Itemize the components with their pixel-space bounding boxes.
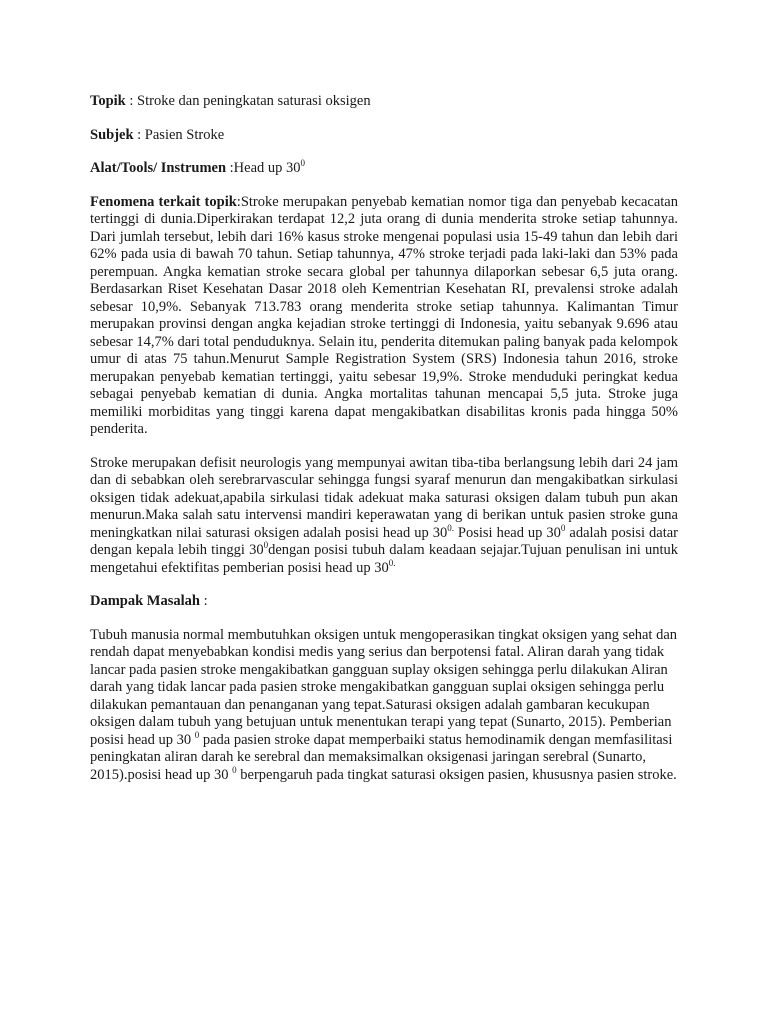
definition-degree-4: 0.	[388, 557, 396, 568]
subjek-value: : Pasien Stroke	[133, 126, 225, 143]
topik-value: : Stroke dan peningkatan saturasi oksigen	[125, 93, 371, 109]
definition-text-2: Posisi head up 30	[453, 524, 561, 541]
dampak-label: Dampak Masalah	[90, 593, 200, 609]
document-page	[90, 93, 678, 800]
dampak-colon: :	[199, 593, 208, 609]
alat-label: Alat/Tools/ Instrumen	[90, 160, 227, 176]
dampak-degree-2: 0	[232, 764, 237, 775]
definition-text-3: adalah posisi datar dengan kepala lebih tinggi 30	[90, 524, 678, 558]
fenomena-label: Fenomena terkait topik	[90, 193, 237, 210]
dampak-heading	[90, 593, 678, 611]
definition-degree-3: 0	[263, 540, 269, 551]
alat-degree: 0	[300, 158, 306, 169]
dampak-text-1: Tubuh manusia normal membutuhkan oksigen untuk mengoperasikan tingkat oksigen yang sehat dan rendah dapat menyebabkan kondisi medis yang serius dan berpotensi fatal. Aliran darah yang tidak lancar pada pasien stroke mengakibatkan gangguan suplay oksigen sehingga perlu dilakukan Aliran darah yang tidak lancar pada pasien stroke mengakibatkan gangguan suplai oksigen sehingga perlu dilakukan pemantauan dan penanganan yang tepat.Saturasi oksigen adalah gambaran kecukupan oksigen dalam tubuh yang betujuan untuk menentukan terapi yang tepat (Sunarto, 2015). Pemberian posisi head up 30	[90, 626, 678, 748]
definition-text-4: dengan posisi tubuh dalam keadaan sejajar.Tujuan penulisan ini untuk mengetahui efektifitas pemberian posisi head up 30	[90, 542, 678, 576]
fenomena-paragraph	[90, 194, 678, 439]
alat-line	[90, 160, 678, 178]
subjek-line	[90, 127, 678, 145]
dampak-paragraph	[90, 627, 678, 785]
fenomena-text: :Stroke merupakan penyebab kematian nomor tiga dan penyebab kecacatan tertinggi di dunia.Diperkirakan terdapat 12,2 juta orang di dunia menderita stroke setiap tahunnya. Dari jumlah tersebut, lebih dari 16% kasus stroke mengenai populasi usia 15-49 tahun dan lebih dari 62% pada usia di bawah 70 tahun. Setiap tahunnya, 47% stroke terjadi pada laki-laki dan 53% pada perempuan. Angka kematian stroke secara global per tahunnya dilaporkan sebesar 6,5 juta orang. Berdasarkan Riset Kesehatan Dasar 2018 oleh Kementrian Kesehatan RI, prevalensi stroke adalah sebesar 10,9%. Sebanyak 713.783 orang menderita stroke setiap tahunnya. Kalimantan Timur merupakan provinsi dengan angka kejadian stroke tertinggi di Indonesia, yaitu sebanyak 9.696 atau sebesar 14,7% dari total penduduknya. Selain itu, penderita ditemukan paling banyak pada kelompok umur di atas 75 tahun.Menurut Sample Registration System (SRS) Indonesia tahun 2016, stroke merupakan penyebab kematian tertinggi, yaitu sebesar 19,9%. Stroke menduduki peringkat kedua sebagai penyebab kematian di dunia. Angka mortalitas tahunan mencapai 5,5 juta. Stroke juga memiliki morbiditas yang tinggi karena dapat mengakibatkan disabilitas kronis pada hingga 50% penderita.	[90, 193, 678, 437]
definition-degree-1: 0.	[447, 522, 454, 533]
dampak-degree-1: 0	[194, 729, 200, 740]
subjek-label: Subjek	[90, 126, 134, 143]
definition-text-1: Stroke merupakan defisit neurologis yang mempunyai awitan tiba-tiba berlangsung lebih dari 24 jam dan di sebabkan oleh serebrarvascular sehingga fungsi syaraf menurun dan mengakibatkan sirkulasi oksigen tidak adekuat,apabila sirkulasi tidak adekuat maka saturasi oksigen dalam tubuh pun akan menurun.Maka salah satu intervensi mandiri keperawatan yang di berikan untuk pasien stroke guna meningkatkan nilai saturasi oksigen adalah posisi head up 30	[90, 454, 678, 541]
dampak-text-3: berpengaruh pada tingkat saturasi oksigen pasien, khususnya pasien stroke.	[236, 766, 677, 783]
definition-paragraph	[90, 455, 678, 578]
alat-value: :Head up 30	[226, 160, 301, 176]
topik-label: Topik	[90, 93, 126, 109]
definition-degree-2: 0	[560, 522, 566, 533]
topik-line	[90, 93, 678, 111]
dampak-text-2: pada pasien stroke dapat memperbaiki status hemodinamik dengan memfasilitasi peningkatan aliran darah ke serebral dan memaksimalkan oksigenasi jaringan serebral (Sunarto, 2015).posisi head up 30	[90, 731, 673, 783]
